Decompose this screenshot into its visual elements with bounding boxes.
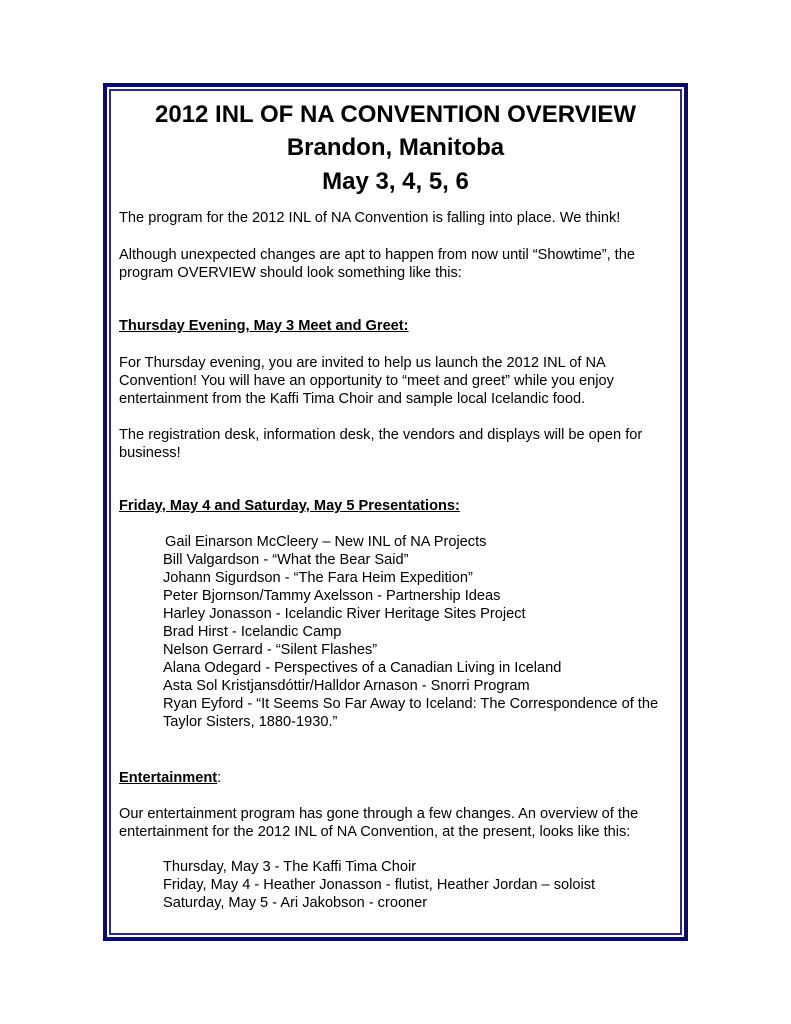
presentation-item: Johann Sigurdson - “The Fara Heim Expedition” <box>163 570 473 586</box>
entertainment-list <box>163 858 683 912</box>
entertainment-heading-label: Entertainment <box>119 770 218 786</box>
presentation-item: Gail Einarson McCleery – New INL of NA Projects <box>165 534 487 550</box>
thursday-paragraph-2: The registration desk, information desk, the vendors and displays will be open for business! <box>119 427 643 461</box>
presentation-item: Peter Bjornson/Tammy Axelsson - Partnership Ideas <box>163 588 501 604</box>
presentation-item: Nelson Gerrard - “Silent Flashes” <box>163 642 378 658</box>
presentation-item: Ryan Eyford - “It Seems So Far Away to Iceland: The Correspondence of the Taylor Sisters, 1880-1930.” <box>163 696 659 730</box>
presentation-item: Harley Jonasson - Icelandic River Heritage Sites Project <box>163 606 526 622</box>
presentation-item: Bill Valgardson - “What the Bear Said” <box>163 552 409 568</box>
intro-paragraph-1: The program for the 2012 INL of NA Convention is falling into place. We think! <box>119 210 621 226</box>
thursday-paragraph-1: For Thursday evening, you are invited to help us launch the 2012 INL of NA Convention! You will have an opportunity to “meet and greet” while you enjoy entertainment from the Kaffi Tima Choir and sample local Icelandic food. <box>119 355 614 407</box>
document-location: Brandon, Manitoba <box>286 134 505 161</box>
document-dates: May 3, 4, 5, 6 <box>322 168 469 195</box>
presentation-item: Alana Odegard - Perspectives of a Canadian Living in Iceland <box>163 660 562 676</box>
entertainment-item: Thursday, May 3 - The Kaffi Tima Choir <box>163 859 417 875</box>
presentation-item: Asta Sol Kristjansdóttir/Halldor Arnason - Snorri Program <box>163 678 530 694</box>
document-border-frame <box>103 83 688 941</box>
presentation-item: Brad Hirst - Icelandic Camp <box>163 624 342 640</box>
entertainment-item: Saturday, May 5 - Ari Jakobson - crooner <box>163 895 428 911</box>
presentations-heading: Friday, May 4 and Saturday, May 5 Presentations: <box>119 498 460 514</box>
entertainment-heading-colon: : <box>217 770 222 786</box>
document-title: 2012 INL OF NA CONVENTION OVERVIEW <box>155 101 636 128</box>
presentations-list <box>163 533 683 731</box>
intro-paragraph-2: Although unexpected changes are apt to happen from now until “Showtime”, the program OVERVIEW should look something like this: <box>119 247 635 281</box>
entertainment-paragraph: Our entertainment program has gone through a few changes. An overview of the entertainment for the 2012 INL of NA Convention, at the present, looks like this: <box>119 806 639 840</box>
thursday-heading: Thursday Evening, May 3 Meet and Greet: <box>119 318 409 334</box>
entertainment-heading <box>119 770 221 786</box>
entertainment-item: Friday, May 4 - Heather Jonasson - flutist, Heather Jordan – soloist <box>163 877 596 893</box>
